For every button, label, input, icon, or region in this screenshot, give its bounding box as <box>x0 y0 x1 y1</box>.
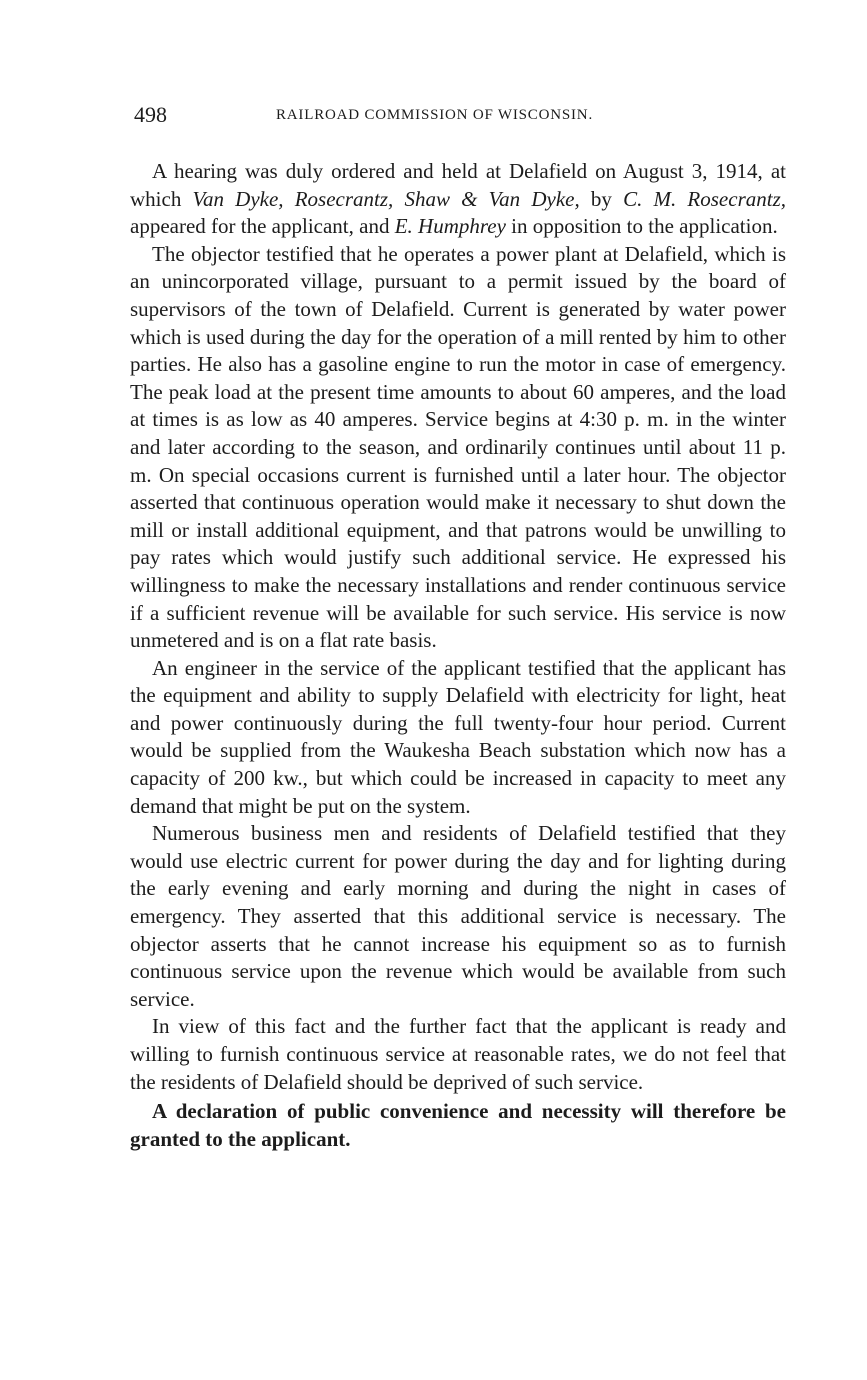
applicant-attorney: C. M. Rosecrantz, <box>623 186 786 211</box>
body-text <box>130 158 786 1153</box>
paragraph-engineer-testimony: An engineer in the service of the applicant testified that the applicant has the equipment and ability to supply Delafield with electricity for light, heat and power continuously during the full twenty-four hour period. Current would be supplied from the Waukesha Beach substation which now has a capacity of 200 kw., but which could be increased in capacity to meet any demand that might be put on the system. <box>130 655 786 818</box>
paragraph-declaration: A declaration of public convenience and necessity will therefore be granted to the applicant. <box>130 1099 786 1151</box>
applicant-counsel: Van Dyke, Rosecrantz, Shaw & Van Dyke, <box>192 186 580 211</box>
hearing-text-3: appeared for the applicant, and <box>130 214 395 239</box>
paragraph-finding: In view of this fact and the further fact that the applicant is ready and willing to furnish continuous service at reasonable rates, we do not feel that the residents of Delafield should be deprived of such service. <box>130 1014 786 1094</box>
hearing-text-4: in opposition to the application. <box>505 214 778 239</box>
objector-name: E. Humphrey <box>394 214 506 239</box>
hearing-text-1: A hearing was duly ordered and held at Delafield on August 3, 1914, at which <box>130 159 786 211</box>
paragraph-objector-testimony: The objector testified that he operates a power plant at Delafield, which is an unincorporated village, pursuant to a permit issued by the board of supervisors of the town of Delafield. Current is generated by water power which is used during the day for the operation of a mill rented by him to other parties. He also has a gasoline engine to run the motor in case of emergency. The peak load at the present time amounts to about 60 amperes, and the load at times is as low as 40 amperes. Service begins at 4:30 p. m. in the winter and later according to the season, and ordinarily continues until about 11 p. m. On special occasions current is furnished until a later hour. The objector asserted that continuous operation would make it necessary to shut down the mill or install additional equipment, and that patrons would be unwilling to pay rates which would justify such additional service. He expressed his willingness to make the necessary installations and render continuous service if a sufficient revenue will be available for such service. His service is now unmetered and is on a flat rate basis. <box>130 241 786 653</box>
paragraph-residents-testimony: Numerous business men and residents of Delafield testified that they would use electric current for power during the day and for lighting during the early evening and early morning and during the night in cases of emergency. They asserted that this additional service is necessary. The objector asserts that he cannot increase his equipment so as to furnish continuous service upon the revenue which would be available from such service. <box>130 821 786 1011</box>
hearing-text-2: by <box>579 186 624 211</box>
paragraph-hearing <box>130 158 786 241</box>
page-number: 498 <box>134 102 167 127</box>
running-head: RAILROAD COMMISSION OF WISCONSIN. <box>276 107 593 123</box>
page-header <box>134 102 786 132</box>
